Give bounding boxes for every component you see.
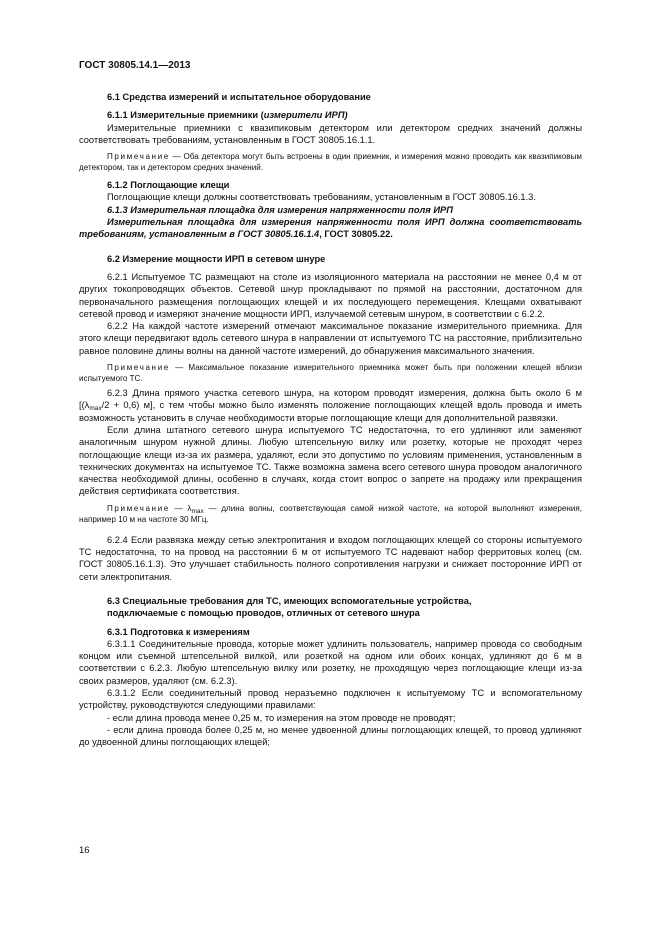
spacer (79, 241, 582, 247)
section-6-3-title-line-1: 6.3 Специальные требования для ТС, имеющих вспомогательные устройства, (107, 595, 472, 606)
section-6-1-2-title: 6.1.2 Поглощающие клещи (107, 180, 230, 191)
section-6-1-3-text-b: , ГОСТ 30805.22. (319, 229, 393, 240)
section-6-3-title-line-2: подключаемые с помощью проводов, отличных от сетевого шнура (107, 608, 420, 619)
note-text-b: — длина волны, соответствующая самой низкой частоте, на которой выполняют измерения, например 10 м на частоте 30 МГц. (79, 503, 583, 524)
section-6-3-1-title: 6.3.1 Подготовка к измерениям (107, 626, 250, 637)
section-6-1-1-title-b: измерители ИРП) (263, 110, 348, 121)
section-6-1-1-text: Измерительные приемники с квазипиковым детектором или детектором средних значений должны соответствовать требованиям, установленным в ГОСТ 30805.16.1.1. (79, 122, 582, 145)
paragraph-6-2-3-part-a: 6.2.3 Длина прямого участка сетевого шнура, на котором проводят измерения, должна быть около 6 м [(λ (79, 388, 582, 411)
section-6-1-1-title-a: 6.1.1 Измерительные приемники ( (107, 110, 264, 121)
note-label: Примечание (107, 503, 170, 513)
section-6-1-1-title (79, 109, 582, 121)
section-6-3-title (79, 595, 582, 620)
paragraph-6-3-1-1: 6.3.1.1 Соединительные провода, которые может удлинить пользователь, например провода со свободным концом или съемной штепсельной вилкой, или розеткой на одном или обоих концах, удлиняют до 6 м в соответствии с 6.2.3. Любую штепсельную вилку или розетку, не проходящую через поглощающие клещи из-за своих размеров, удаляют (см. 6.2.3). (79, 638, 582, 686)
note-text: — Оба детектора могут быть встроены в один приемник, и измерения можно проводить как квазипиковым детектором, так и детектором средних значений. (79, 152, 582, 173)
note-text-a: — λ (169, 503, 192, 513)
section-6-1-3-text (79, 216, 582, 241)
spacer (79, 583, 582, 589)
page-number: 16 (79, 845, 90, 856)
paragraph-6-2-2: 6.2.2 На каждой частоте измерений отмечают максимальное показание измерительного приемника. Для этого клещи передвигают вдоль сетевого шнура в направлении от испытуемого ТС на расстояние, приблизительно равное половине длины волны на данной частоте измерений, до обнаружения максимального значения. (79, 321, 582, 356)
paragraph-6-2-3-part-b: /2 + 0,6) м], с тем чтобы можно было изменять положение поглощающих клещей вдоль провода и иметь возможность установить в случае необходимости вторые поглощающие клещи для дополнительной развязки. (79, 400, 582, 423)
document-header: ГОСТ 30805.14.1—2013 (79, 60, 191, 71)
paragraph-6-2-3 (79, 387, 582, 424)
note-6-1-1 (79, 151, 582, 173)
document-body (79, 91, 582, 748)
lambda-subscript: max (89, 405, 102, 413)
paragraph-6-3-1-2: 6.3.1.2 Если соединительный провод неразъемно подключен к испытуемому ТС и вспомогательному устройству, руководствуются следующими правилами: (79, 687, 582, 711)
section-6-1-2-text: Поглощающие клещи должны соответствовать требованиям, установленным в ГОСТ 30805.16.1.3. (107, 192, 536, 203)
note-6-2-2 (79, 362, 582, 384)
section-6-2-title: 6.2 Измерение мощности ИРП в сетевом шнуре (107, 253, 326, 264)
note-label: Примечание (107, 152, 170, 162)
lambda-subscript: max (191, 507, 204, 515)
section-6-1-title: 6.1 Средства измерений и испытательное оборудование (107, 92, 371, 102)
paragraph-6-2-1: 6.2.1 Испытуемое ТС размещают на столе из изоляционного материала на расстоянии не менее 0,4 м от других токопроводящих объектов. Сетевой шнур прокладывают по прямой на расстоянии, достаточном для первоначального размещения поглощающих клещей и их последующего перемещения. Клещами охватывают сетевой провод и измеряют значение мощности ИРП, излучаемой сетевым шнуром, в соответствии с 6.2.2. (79, 271, 582, 319)
note-label: Примечание (107, 363, 170, 373)
list-item: - если длина провода менее 0,25 м, то измерения на этом проводе не проводят; (107, 712, 456, 723)
section-6-1-3-title: 6.1.3 Измерительная площадка для измерения напряженности поля ИРП (107, 204, 453, 215)
section-6-1-3-text-a: Измерительная площадка для измерения напряженности поля ИРП должна соответствовать требованиям, установленным в ГОСТ 30805.16.1.4 (79, 217, 582, 240)
note-6-2-3 (79, 503, 582, 525)
note-text: — Максимальное показание измерительного приемника может быть при положении клещей вблизи испытуемого ТС. (79, 363, 582, 384)
paragraph-6-2-4: 6.2.4 Если развязка между сетью электропитания и входом поглощающих клещей со стороны испытуемого ТС недостаточна, то на провод на расстоянии 6 м от испытуемого ТС надевают набор ферритовых колец (см. ГОСТ 30805.16.1.3). Это улучшает стабильность полного сопротивления нагрузки и снижает посторонние ИРП от сети электропитания. (79, 534, 582, 582)
list-item: - если длина провода более 0,25 м, но менее удвоенной длины поглощающих клещей, то провод удлиняют до удвоенной длины поглощающих клещей; (79, 724, 582, 748)
paragraph-6-2-3-continued: Если длина штатного сетевого шнура испытуемого ТС недостаточна, то его удлиняют или заменяют аналогичным шнуром нужной длины. Любую штепсельную вилку или розетку, которые не проходят через поглощающие клещи из-за их размера, удаляют, если это допустимо по условиям применения, установленным в технических документах на испытуемое ТС. Также возможна замена всего сетевого шнура проводом аналогичного качества необходимой длины, особенно в случаях, когда стоит вопрос о запрете на продажу или прекращения действия сертификата соответствия. (79, 424, 582, 497)
